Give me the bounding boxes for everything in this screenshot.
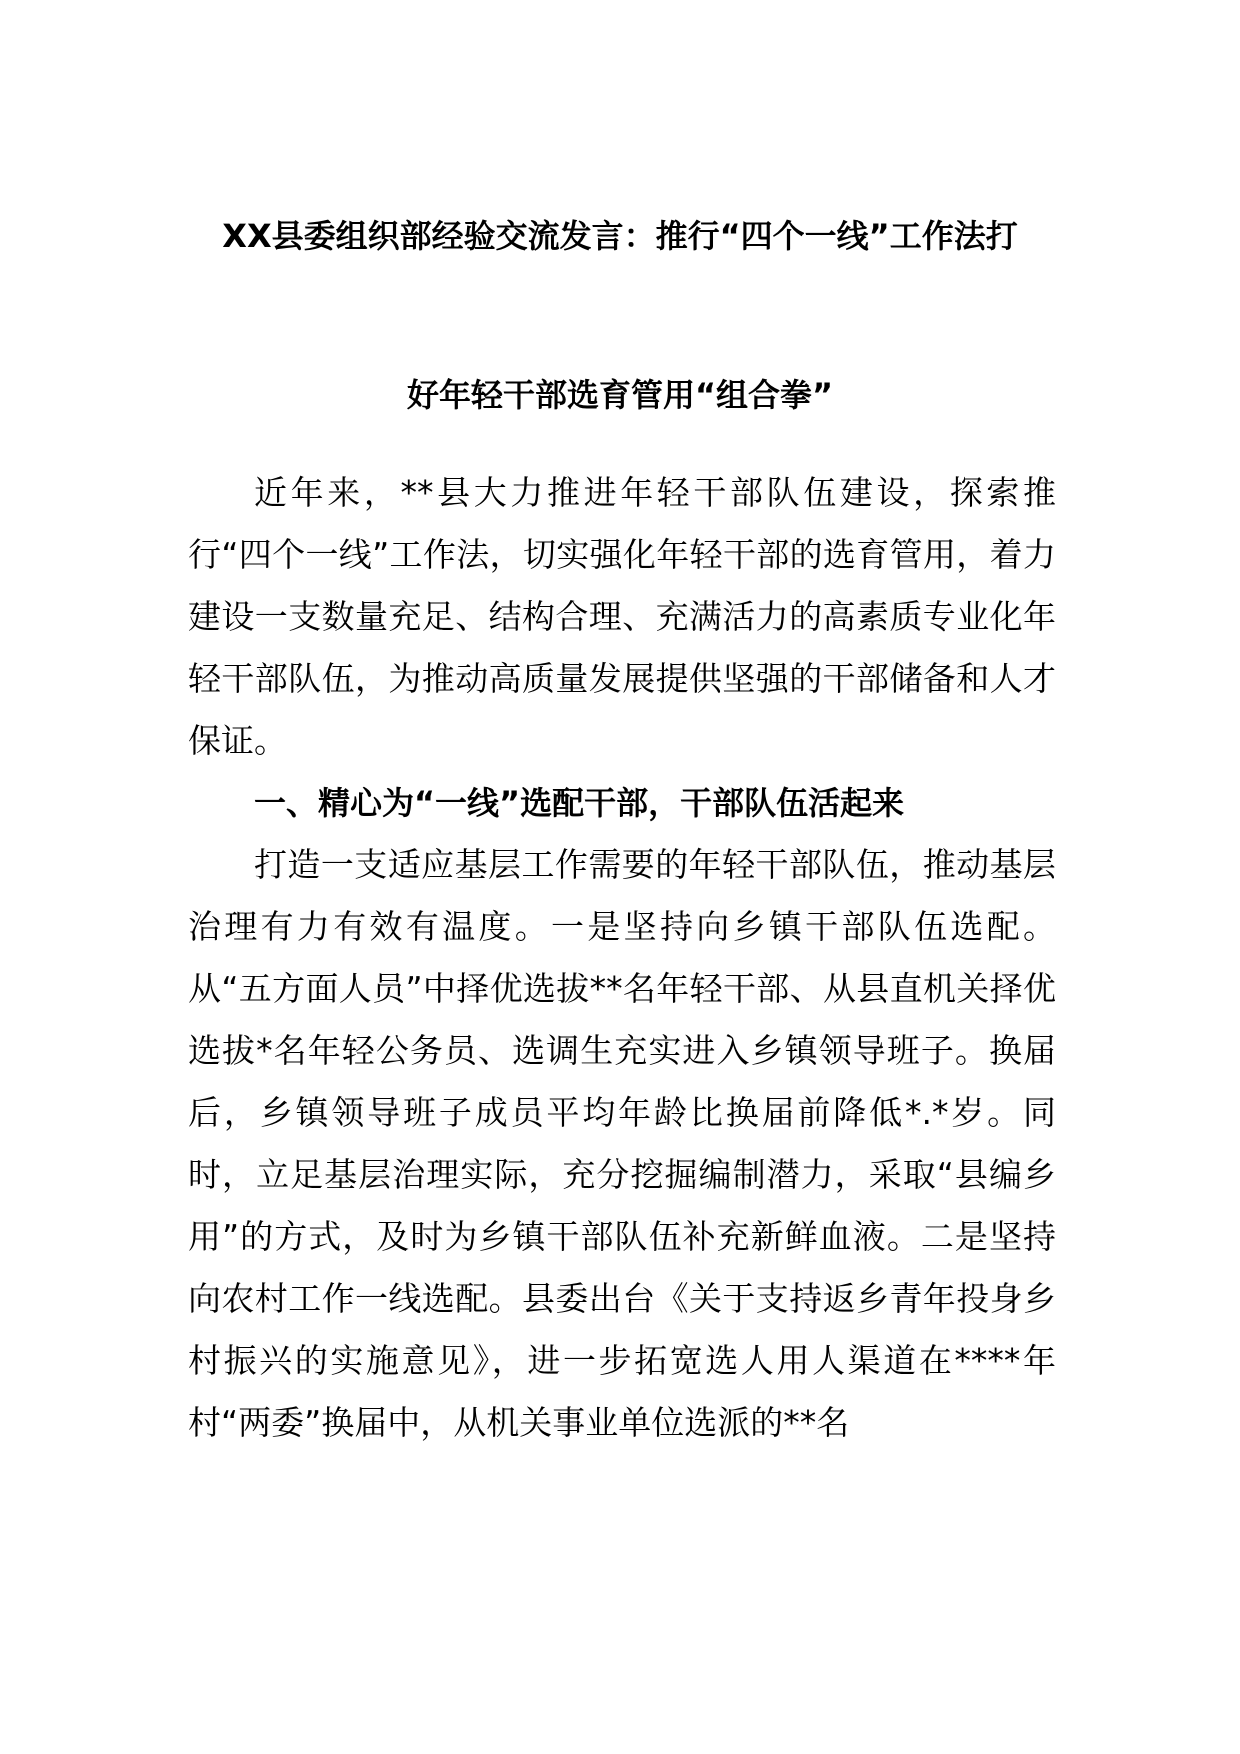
document-title-line-1: XX县委组织部经验交流发言：推行“四个一线”工作法打 (222, 217, 1018, 255)
document-title-line-2: 好年轻干部选育管用“组合拳” (406, 376, 834, 414)
section-heading-1: 一、精心为“一线”选配干部，干部队伍活起来 (254, 784, 905, 822)
document-body (188, 462, 1056, 1454)
intro-paragraph: 近年来，**县大力推进年轻干部队伍建设，探索推行“四个一线”工作法，切实强化年轻干部的选育管用，着力建设一支数量充足、结构合理、充满活力的高素质专业化年轻干部队伍，为推动高质量发展提供坚强的干部储备和人才保证。 (188, 473, 1056, 760)
section-1-paragraph: 打造一支适应基层工作需要的年轻干部队伍，推动基层治理有力有效有温度。一是坚持向乡镇干部队伍选配。从“五方面人员”中择优选拔**名年轻干部、从县直机关择优选拔*名年轻公务员、选调生充实进入乡镇领导班子。换届后，乡镇领导班子成员平均年龄比换届前降低*.*岁。同时，立足基层治理实际，充分挖掘编制潜力，采取“县编乡用”的方式，及时为乡镇干部队伍补充新鲜血液。二是坚持向农村工作一线选配。县委出台《关于支持返乡青年投身乡村振兴的实施意见》，进一步拓宽选人用人渠道在****年村“两委”换届中，从机关事业单位选派的**名 (188, 845, 1056, 1442)
